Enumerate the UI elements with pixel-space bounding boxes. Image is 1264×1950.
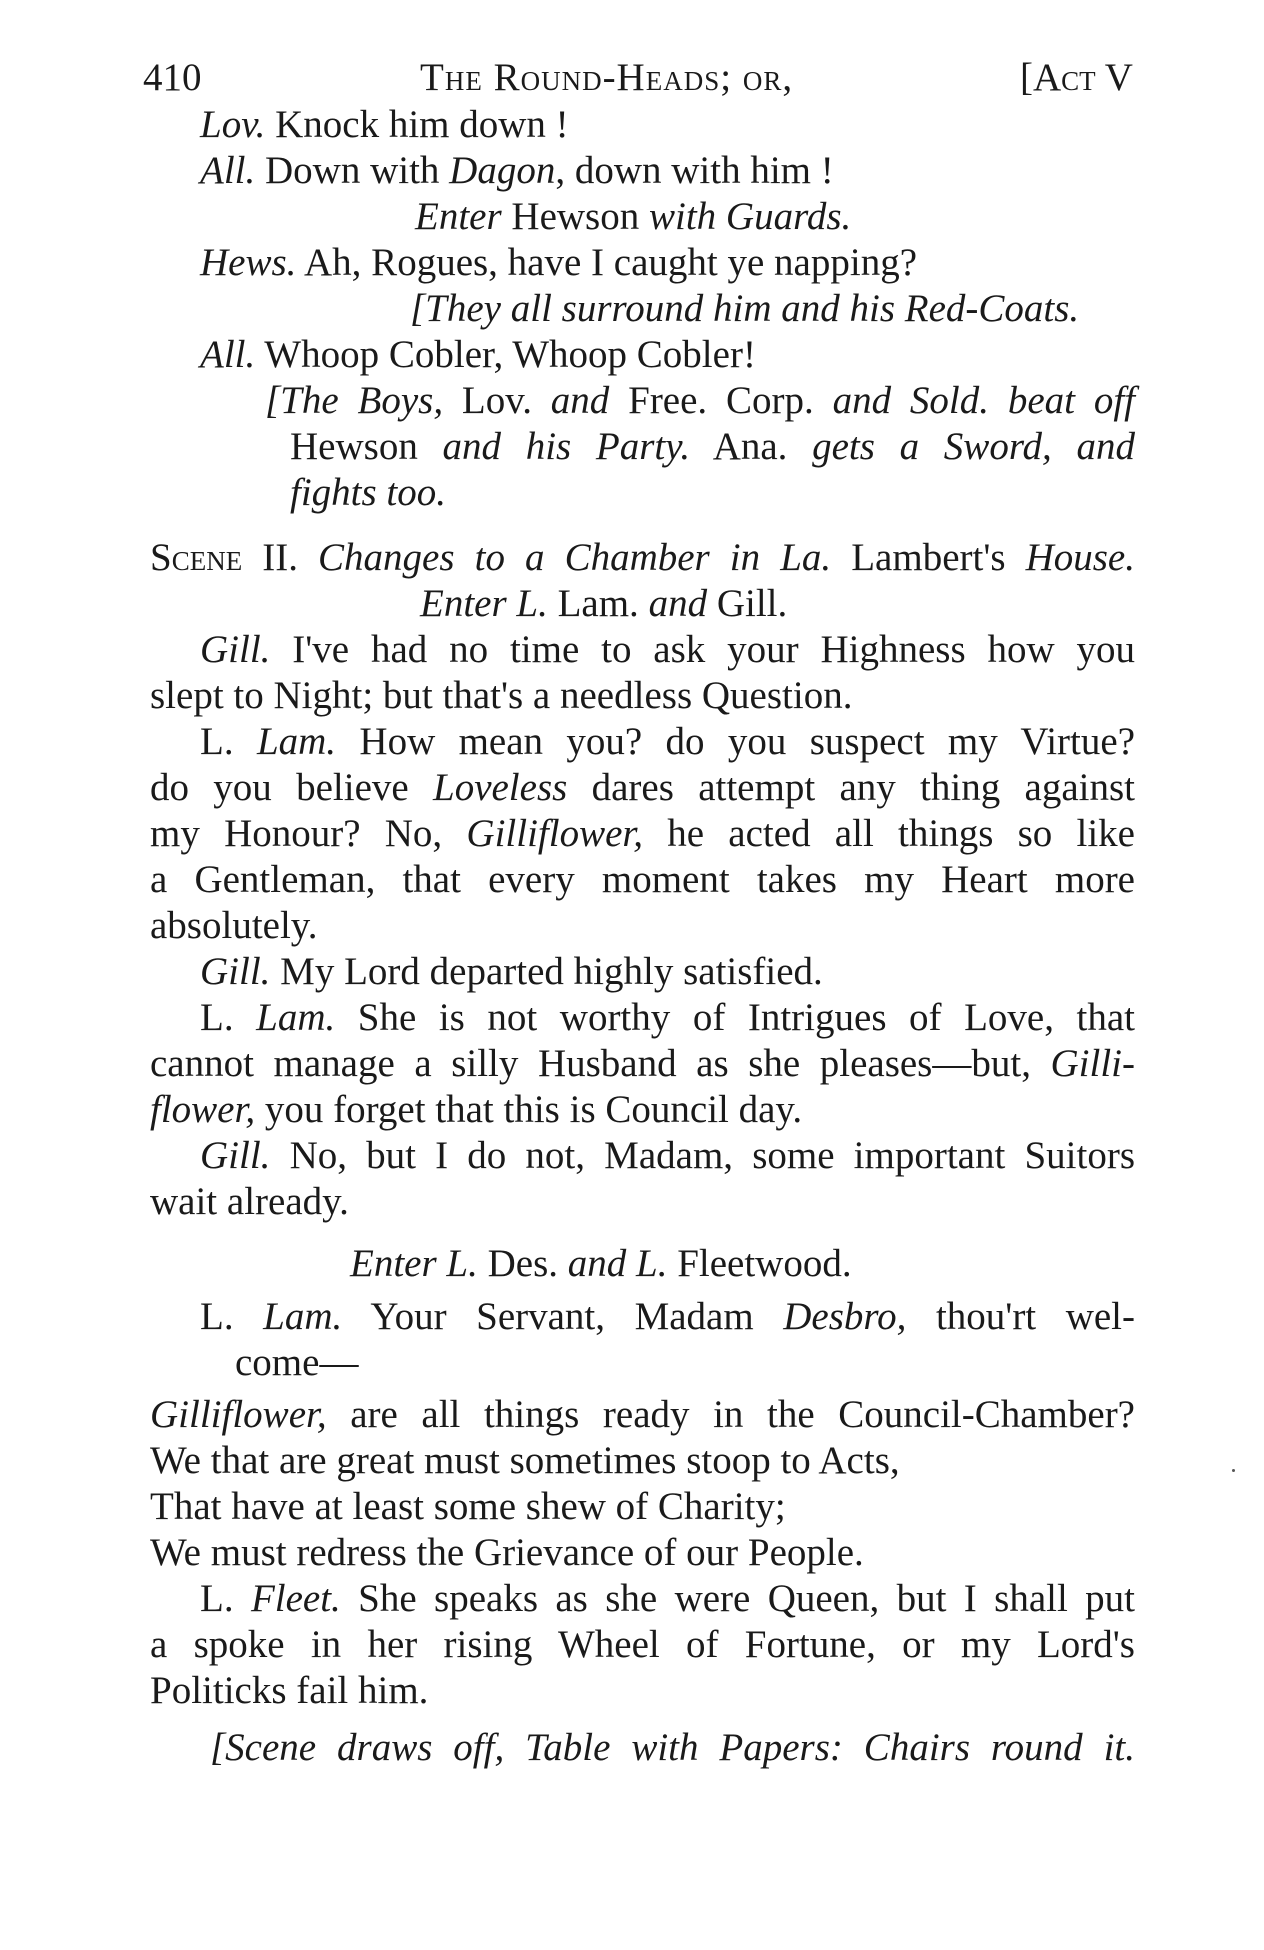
text-segment: absolutely. [150,904,318,947]
text-segment: Ah, Rogues, have I caught ye napping? [296,241,918,284]
text-segment: wait already. [150,1180,349,1223]
text-segment: She is not worthy of Intrigues of Love, that [335,996,1135,1039]
stage-direction [415,194,1264,240]
stage-direction [265,378,1135,424]
text-segment: Loveless [433,766,568,809]
dialogue-line [150,1179,1135,1225]
text-segment: [They all surround him and his Red-Coats. [410,287,1080,330]
text-segment: Scene [150,536,243,579]
text-segment: [Scene draws off, Table with Papers: Chairs round it. [210,1726,1135,1769]
text-segment: dares attempt any thing against [567,766,1135,809]
text-segment: you forget that this is Council day. [255,1088,803,1131]
text-segment: , down with him ! [555,149,834,192]
text-segment: Lov. [443,379,551,422]
text-segment: She speaks as she were Queen, but I shall put [340,1577,1135,1620]
text-segment: Down with [255,149,450,192]
text-segment: gets a Sword, and [812,425,1135,468]
text-segment: Lambert's [831,536,1026,579]
verse-line [150,1438,1135,1484]
text-segment: Des. [477,1242,568,1285]
text-segment: My Lord departed highly satisfied. [270,950,823,993]
text-segment: Lam. [263,1295,343,1338]
text-segment: Gill. [200,628,271,671]
text-segment: Lam. [547,582,649,625]
text-segment: Dagon [449,149,556,192]
text-segment: a Gentleman, that every moment takes my Heart more [150,858,1135,901]
verse-line [150,1530,1135,1576]
stage-direction [290,470,1264,516]
dialogue-line [200,1133,1135,1179]
text-segment: We must redress the Grievance of our People. [150,1531,864,1574]
text-segment: L. [200,1577,251,1620]
text-segment: L. [200,720,257,763]
text-segment: slept to Night; but that's a needless Question. [150,674,853,717]
scene-heading [150,535,1135,581]
dialogue-line [150,1622,1135,1668]
text-segment: are all things ready in the Council-Chamber? [326,1393,1135,1436]
text-segment: Enter L. [420,582,548,625]
text-segment: Free. Corp. [609,379,833,422]
text-segment: and his Party. [442,425,691,468]
text-segment: All. [200,149,256,192]
text-segment: Hews. [200,241,297,284]
dialogue-line [200,148,1185,194]
text-segment: cannot manage a silly Husband as she pleases—but, [150,1042,1051,1085]
dialogue-line [150,1041,1135,1087]
text-segment: thou'rt wel- [906,1295,1135,1338]
text-segment: Gilli- [1050,1042,1135,1085]
dialogue-line [150,857,1135,903]
text-segment: Hewson [501,195,649,238]
act-marker: [Act V [1020,56,1133,99]
dialogue-line [150,903,1135,949]
text-segment: with Guards. [648,195,852,238]
text-segment: Changes to a Chamber in La. [318,536,832,579]
dialogue-line [150,765,1135,811]
dialogue-line [200,949,1185,995]
text-segment: Gilliflower, [150,1393,327,1436]
text-segment: Fleet. [250,1577,341,1620]
text-segment: Knock him down ! [265,103,569,146]
text-segment: Politicks fail him. [150,1669,429,1712]
dialogue-line [200,627,1135,673]
dialogue-line [200,1294,1135,1340]
stage-direction [290,424,1135,470]
text-segment: [The Boys, [265,379,444,422]
text-segment: Whoop Cobler, Whoop Cobler! [255,333,756,376]
verse-line [150,1392,1135,1438]
text-segment: Enter L. [350,1242,478,1285]
text-segment: Gill. [707,582,788,625]
text-segment: Gilliflower, [466,812,644,855]
text-segment: and L. [567,1242,668,1285]
text-segment: L. [200,1295,264,1338]
text-segment: fights too. [290,471,447,514]
text-segment: House. [1025,536,1135,579]
dialogue-line [150,673,1135,719]
text-segment: Hewson [290,425,443,468]
dialogue-line [235,1340,1220,1386]
text-segment: Desbro, [783,1295,907,1338]
stage-direction [410,286,1264,332]
text-segment: and [550,379,610,422]
text-segment: L. [200,996,257,1039]
dialogue-line [200,332,1185,378]
page-number: 410 [143,56,202,99]
text-segment: come— [235,1341,359,1384]
text-segment: We that are great must sometimes stoop to Acts, [150,1439,900,1482]
text-segment: a spoke in her rising Wheel of Fortune, or my Lord's [150,1623,1135,1666]
text-segment: Lam. [256,996,336,1039]
dialogue-line [200,995,1135,1041]
text-segment: Ana. [690,425,813,468]
text-segment: Enter [415,195,502,238]
text-segment: No, but I do not, Madam, some important Suitors [270,1134,1135,1177]
text-segment: I've had no time to ask your Highness how you [270,628,1135,671]
text-segment: he acted all things so like [643,812,1135,855]
text-segment: my Honour? No, [150,812,467,855]
stage-direction [350,1241,1264,1287]
paper-speck [1232,1469,1235,1472]
dialogue-line [150,1087,1135,1133]
text-segment: How mean you? do you suspect my Virtue? [336,720,1136,763]
text-segment: Your Servant, Madam [342,1295,784,1338]
text-segment: flower, [150,1088,256,1131]
text-segment: All. [200,333,256,376]
text-segment: Gill. [200,1134,271,1177]
stage-direction [420,581,1264,627]
text-segment: and [648,582,708,625]
text-segment: Lam. [256,720,337,763]
stage-direction [210,1725,1135,1771]
text-segment: Fleetwood. [667,1242,852,1285]
verse-line [150,1484,1135,1530]
dialogue-line [200,719,1135,765]
dialogue-line [150,811,1135,857]
dialogue-line [200,1576,1135,1622]
text-segment: II. [242,536,319,579]
text-segment: and Sold. beat off [832,379,1135,422]
dialogue-line [150,1668,1135,1714]
running-title: The Round-Heads; or, [420,56,794,99]
text-segment: Gill. [200,950,271,993]
dialogue-line [200,240,1185,286]
dialogue-line [200,102,1185,148]
text-segment: That have at least some shew of Charity; [150,1485,786,1528]
text-segment: Lov. [200,103,266,146]
text-segment: do you believe [150,766,433,809]
